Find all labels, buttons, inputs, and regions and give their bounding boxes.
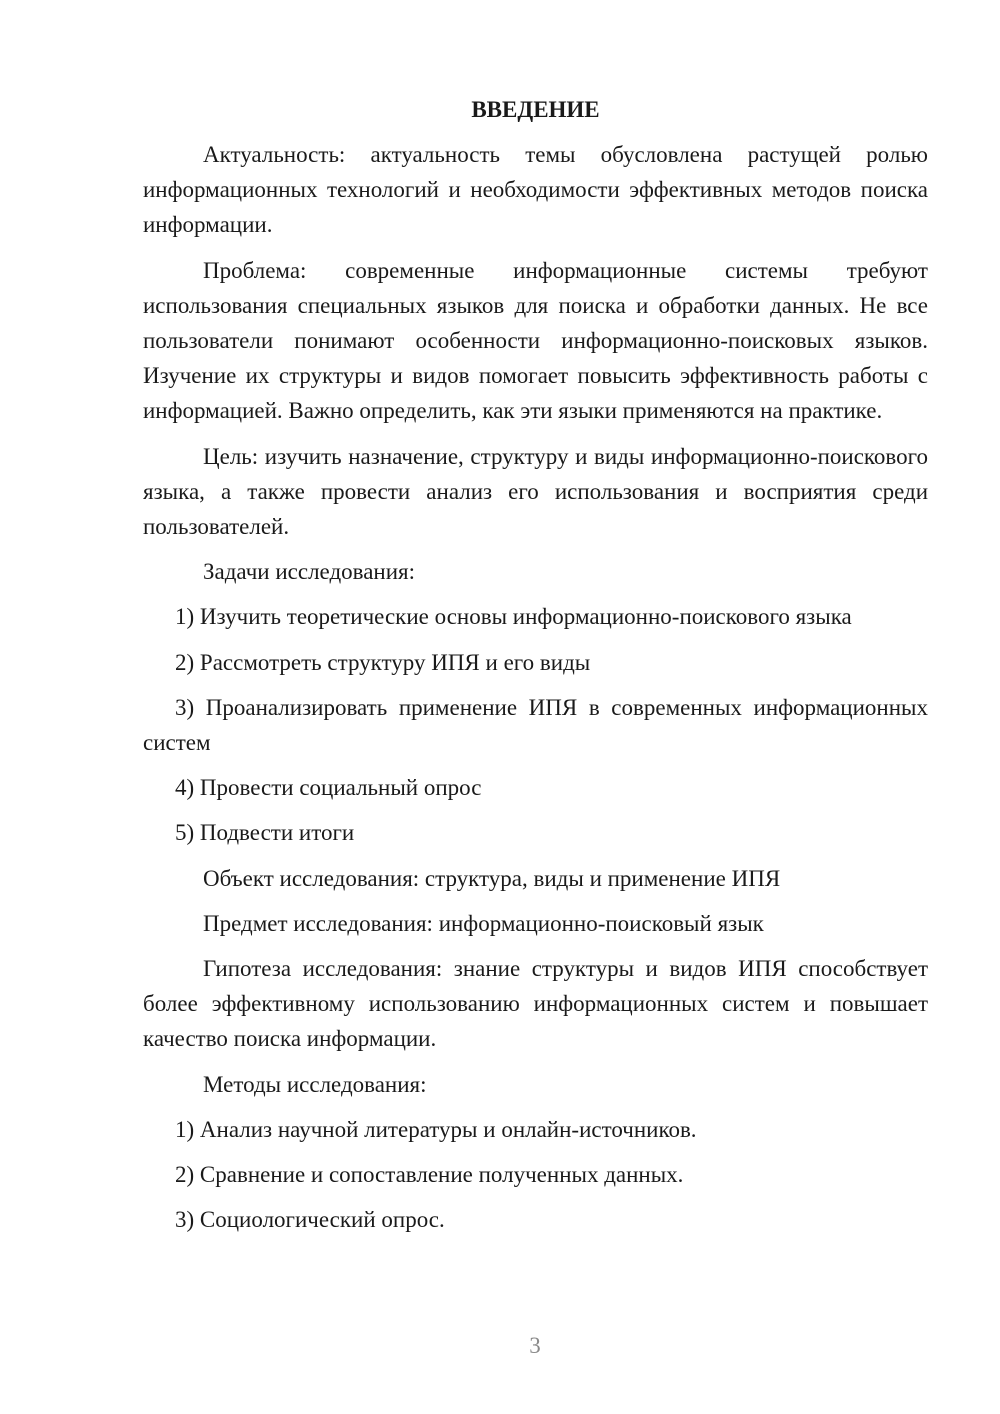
object-paragraph: Объект исследования: структура, виды и применение ИПЯ: [203, 865, 781, 891]
task-item: 4) Провести социальный опрос: [175, 775, 482, 801]
methods-heading: Методы исследования:: [203, 1071, 427, 1097]
goal-paragraph: Цель: изучить назначение, структуру и виды информационно-поискового языка, а также провести анализ его использования и восприятия среди пользователей.: [143, 443, 928, 540]
page-number: 3: [529, 1333, 541, 1358]
relevance-paragraph: Актуальность: актуальность темы обусловлена растущей ролью информационных технологий и необходимости эффективных методов поиска информации.: [143, 142, 928, 238]
problem-paragraph: Проблема: современные информационные системы требуют использования специальных языков для поиска и обработки данных. Не все пользователи понимают особенности информационно-поисковых языков. Изучение их структуры и видов помогает повысить эффективность работы с информацией. Важно определить, как эти языки применяются на практике.: [143, 257, 928, 424]
task-item: 1) Изучить теоретические основы информационно-поискового языка: [175, 604, 852, 630]
tasks-heading: Задачи исследования:: [203, 559, 416, 585]
method-item: 1) Анализ научной литературы и онлайн-источников.: [175, 1116, 697, 1142]
hypothesis-paragraph: Гипотеза исследования: знание структуры и видов ИПЯ способствует более эффективному использованию информационных систем и повышает качество поиска информации.: [143, 956, 928, 1052]
section-title: ВВЕДЕНИЕ: [471, 97, 600, 122]
task-item: 2) Рассмотреть структуру ИПЯ и его виды: [175, 649, 591, 675]
document-page: [143, 92, 928, 1247]
method-item: 2) Сравнение и сопоставление полученных данных.: [175, 1162, 684, 1188]
task-item: 3) Проанализировать применение ИПЯ в современных информационных систем: [143, 694, 928, 756]
method-item: 3) Социологический опрос.: [175, 1207, 445, 1233]
task-item: 5) Подвести итоги: [175, 820, 355, 846]
subject-paragraph: Предмет исследования: информационно-поисковый язык: [203, 910, 764, 936]
